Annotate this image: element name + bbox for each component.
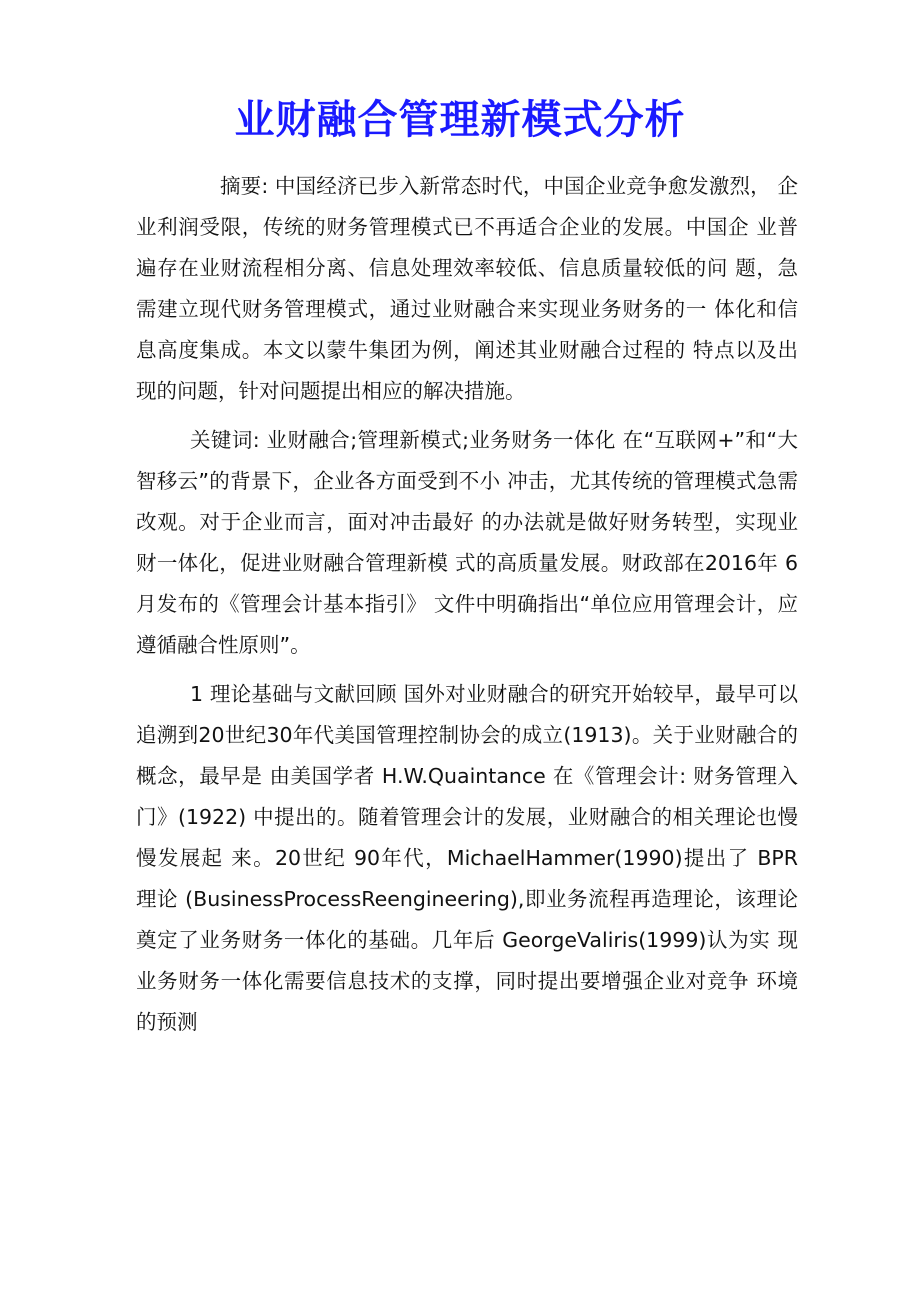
document-title: 业财融合管理新模式分析 (234, 96, 686, 143)
abstract-paragraph: 摘要: 中国经济已步入新常态时代，中国企业竞争愈发激烈， 企业利润受限，传统的财务管理模式已不再适合企业的发展。中国企 业普遍存在业财流程相分离、信息处理效率较低、信息质量较低的问 题，急需建立现代财务管理模式，通过业财融合来实现业务财务的一 体化和信息高度集成。本文以蒙牛集团为例，阐述其业财融合过程的 特点以及出现的问题，针对问题提出相应的解决措施。 (136, 174, 798, 403)
keywords-paragraph: 关键词: 业财融合;管理新模式;业务财务一体化 在“互联网+”和“大智移云”的背景下，企业各方面受到不小 冲击，尤其传统的管理模式急需改观。对于企业而言，面对冲击最好 的办法就是做好财务转型，实现业财一体化，促进业财融合管理新模 式的高质量发展。财政部在2016年 6月发布的《管理会计基本指引》 文件中明确指出“单位应用管理会计，应遵循融合性原则”。 (136, 428, 798, 657)
section-1-paragraph: 1 理论基础与文献回顾 国外对业财融合的研究开始较早，最早可以追溯到20世纪30年代美国管理控制协会的成立(1913)。关于业财融合的概念，最早是 由美国学者 H.W.Quaintance 在《管理会计: 财务管理入门》(1922) 中提出的。随着管理会计的发展，业财融合的相关理论也慢慢发展起 来。20世纪 90年代，MichaelHammer(1990)提出了 BPR 理论 (BusinessProcessReengineering),即业务流程再造理论，该理论 奠定了业务财务一体化的基础。几年后 GeorgeValiris(1999)认为实 现业务财务一体化需要信息技术的支撑，同时提出要增强企业对竞争 环境的预测 (136, 682, 798, 1034)
document-body (136, 166, 798, 1051)
